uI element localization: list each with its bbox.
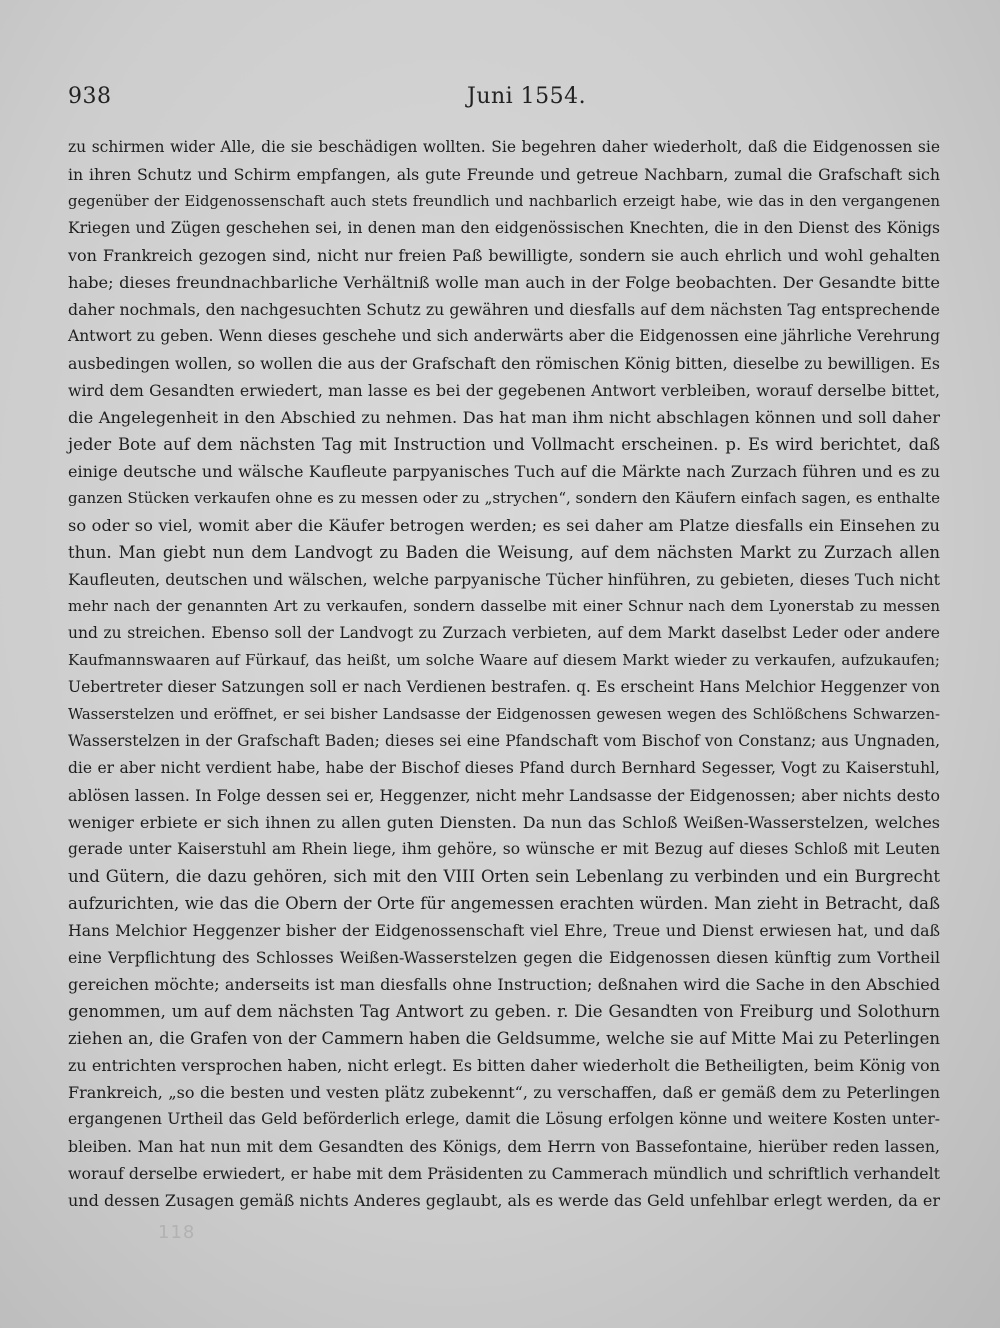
text-line: Wasserstelzen in der Grafschaft Baden; dieses sei eine Pfandschaft vom Bischof von Constanz; aus Ungnaden, bbox=[68, 732, 940, 750]
text-line: habe; dieses freundnachbarliche Verhältniß wolle man auch in der Folge beobachten. Der Gesandte bitte bbox=[68, 273, 940, 292]
text-line: ergangenen Urtheil das Geld beförderlich erlege, damit die Lösung erfolgen könne und weitere Kosten unter- bbox=[68, 1110, 940, 1128]
text-line: in ihren Schutz und Schirm empfangen, als gute Freunde und getreue Nachbarn, zumal die Grafschaft sich bbox=[68, 165, 940, 184]
body-text bbox=[68, 134, 940, 1214]
text-line: zu schirmen wider Alle, die sie beschädigen wollten. Sie begehren daher wiederholt, daß die Eidgenossen sie bbox=[68, 138, 940, 156]
faint-bleed-through-number: 118 bbox=[158, 1222, 196, 1243]
running-title: Juni 1554. bbox=[467, 84, 587, 109]
text-line: thun. Man giebt nun dem Landvogt zu Baden die Weisung, auf dem nächsten Markt zu Zurzach allen bbox=[68, 543, 940, 562]
text-line: Kriegen und Zügen geschehen sei, in denen man den eidgenössischen Knechten, die in den Dienst des Königs bbox=[68, 219, 940, 237]
text-line: ziehen an, die Grafen von der Cammern haben die Geldsumme, welche sie auf Mitte Mai zu Peterlingen bbox=[68, 1029, 940, 1048]
text-line: ganzen Stücken verkaufen ohne es zu messen oder zu „strychen“, sondern den Käufern einfach sagen, es enthalte bbox=[68, 489, 940, 507]
text-line: Kaufleuten, deutschen und wälschen, welche parpyanische Tücher hinführen, zu gebieten, dieses Tuch nicht bbox=[68, 570, 940, 589]
text-line: und zu streichen. Ebenso soll der Landvogt zu Zurzach verbieten, auf dem Markt daselbst Leder oder andere bbox=[68, 624, 940, 642]
text-line: eine Verpflichtung des Schlosses Weißen-Wasserstelzen gegen die Eidgenossen diesen künftig zum Vortheil bbox=[68, 948, 940, 967]
page-header bbox=[68, 84, 587, 116]
text-line: ablösen lassen. In Folge dessen sei er, Heggenzer, nicht mehr Landsasse der Eidgenossen; aber nichts desto bbox=[68, 786, 940, 805]
page-number: 938 bbox=[68, 84, 112, 109]
text-line: zu entrichten versprochen haben, nicht erlegt. Es bitten daher wiederholt die Betheiligten, beim König von bbox=[68, 1056, 940, 1075]
text-line: einige deutsche und wälsche Kaufleute parpyanisches Tuch auf die Märkte nach Zurzach führen und es zu bbox=[68, 462, 940, 481]
text-line: Frankreich, „so die besten und vesten plätz zubekennt“, zu verschaffen, daß er gemäß dem zu Peterlingen bbox=[68, 1083, 940, 1102]
text-line: wird dem Gesandten erwiedert, man lasse es bei der gegebenen Antwort verbleiben, worauf derselbe bittet, bbox=[68, 381, 940, 400]
text-line: gerade unter Kaiserstuhl am Rhein liege, ihm gehöre, so wünsche er mit Bezug auf dieses Schloß mit Leuten bbox=[68, 840, 940, 858]
text-line: Uebertreter dieser Satzungen soll er nach Verdienen bestrafen. q. Es erscheint Hans Melchior Heggenzer von bbox=[68, 678, 940, 696]
text-line: ausbedingen wollen, so wollen die aus der Grafschaft den römischen König bitten, dieselbe zu bewilligen. Es bbox=[68, 354, 940, 373]
text-line: Hans Melchior Heggenzer bisher der Eidgenossenschaft viel Ehre, Treue und Dienst erwiesen hat, und daß bbox=[68, 921, 940, 940]
text-line: Kaufmannswaaren auf Fürkauf, das heißt, um solche Waare auf diesem Markt wieder zu verkaufen, aufzukaufen; bbox=[68, 651, 940, 669]
text-line: genommen, um auf dem nächsten Tag Antwort zu geben. r. Die Gesandten von Freiburg und Solothurn bbox=[68, 1002, 940, 1021]
text-line: worauf derselbe erwiedert, er habe mit dem Präsidenten zu Cammerach mündlich und schriftlich verhandelt bbox=[68, 1164, 940, 1183]
text-line: bleiben. Man hat nun mit dem Gesandten des Königs, dem Herrn von Bassefontaine, hierüber reden lassen, bbox=[68, 1137, 940, 1156]
text-line: und Gütern, die dazu gehören, sich mit den VIII Orten sein Lebenlang zu verbinden und ein Burgrecht bbox=[68, 867, 940, 886]
text-line: Wasserstelzen und eröffnet, er sei bisher Landsasse der Eidgenossen gewesen wegen des Schlößchens Schwarzen- bbox=[68, 706, 940, 723]
text-line: so oder so viel, womit aber die Käufer betrogen werden; es sei daher am Platze diesfalls ein Einsehen zu bbox=[68, 516, 940, 535]
text-line: und dessen Zusagen gemäß nichts Anderes geglaubt, als es werde das Geld unfehlbar erlegt werden, da er bbox=[68, 1191, 941, 1210]
text-line: jeder Bote auf dem nächsten Tag mit Instruction und Vollmacht erscheinen. p. Es wird berichtet, daß bbox=[68, 435, 940, 454]
text-line: daher nochmals, den nachgesuchten Schutz zu gewähren und diesfalls auf dem nächsten Tag entsprechende bbox=[68, 300, 940, 319]
text-line: Antwort zu geben. Wenn dieses geschehe und sich anderwärts aber die Eidgenossen eine jährliche Verehrung bbox=[68, 327, 940, 345]
text-line: die er aber nicht verdient habe, habe der Bischof dieses Pfand durch Bernhard Segesser, Vogt zu Kaiserstuhl, bbox=[68, 759, 940, 777]
text-line: mehr nach der genannten Art zu verkaufen, sondern dasselbe mit einer Schnur nach dem Lyonerstab zu messen bbox=[68, 597, 940, 615]
text-line: gegenüber der Eidgenossenschaft auch stets freundlich und nachbarlich erzeigt habe, wie das in den vergangenen bbox=[68, 193, 940, 210]
text-line: von Frankreich gezogen sind, nicht nur freien Paß bewilligte, sondern sie auch ehrlich und wohl gehalten bbox=[68, 246, 940, 265]
text-line: die Angelegenheit in den Abschied zu nehmen. Das hat man ihm nicht abschlagen können und soll daher bbox=[68, 408, 940, 427]
text-line: aufzurichten, wie das die Obern der Orte für angemessen erachten würden. Man zieht in Betracht, daß bbox=[68, 894, 940, 913]
text-line: weniger erbiete er sich ihnen zu allen guten Diensten. Da nun das Schloß Weißen-Wasserstelzen, welches bbox=[68, 813, 940, 832]
text-line: gereichen möchte; anderseits ist man diesfalls ohne Instruction; deßnahen wird die Sache in den Abschied bbox=[68, 975, 940, 994]
